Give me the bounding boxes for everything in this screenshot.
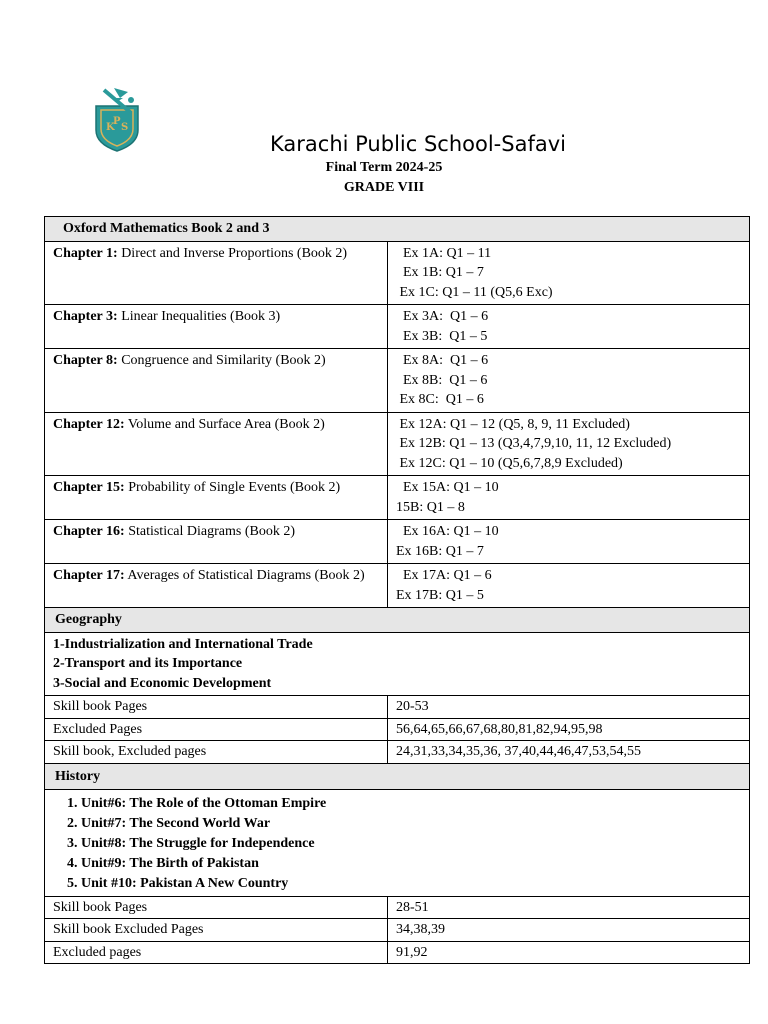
exercise-cell (388, 349, 750, 413)
geography-topic: 1-Industrialization and International Trade (53, 636, 313, 652)
history-unit: 1. Unit#6: The Role of the Ottoman Empire (81, 794, 741, 814)
geography-topics (45, 632, 750, 696)
school-name: Karachi Public School-Safavi (270, 132, 566, 156)
table-row (45, 696, 750, 719)
table-row (45, 919, 750, 942)
exercise-line: Ex 8C: Q1 – 6 (396, 392, 484, 407)
chapter-topic: Statistical Diagrams (Book 2) (124, 524, 295, 539)
chapter-number: Chapter 15: (53, 480, 125, 495)
geography-label: Skill book Pages (45, 696, 388, 719)
exercise-cell (388, 520, 750, 564)
table-row (45, 718, 750, 741)
svg-text:P: P (113, 116, 121, 127)
syllabus-table (44, 216, 750, 964)
history-value: 34,38,39 (388, 919, 750, 942)
chapter-topic: Direct and Inverse Proportions (Book 2) (117, 245, 348, 261)
term-title: Final Term 2024-25 (325, 160, 443, 175)
table-row (45, 741, 750, 764)
chapter-cell (45, 241, 388, 305)
chapter-number: Chapter 8: (53, 353, 118, 368)
chapter-cell (45, 305, 388, 349)
history-section-header: History (45, 763, 750, 789)
chapter-cell (45, 564, 388, 608)
exercise-line: Ex 12B: Q1 – 13 (Q3,4,7,9,10, 11, 12 Excluded) (396, 436, 672, 451)
exercise-line: Ex 1C: Q1 – 11 (Q5,6 Exc) (396, 284, 553, 300)
history-unit: 4. Unit#9: The Birth of Pakistan (81, 854, 741, 874)
geography-value: 20-53 (388, 696, 750, 719)
math-chapter-row (45, 476, 750, 520)
chapter-cell (45, 349, 388, 413)
chapter-cell (45, 476, 388, 520)
chapter-topic: Volume and Surface Area (Book 2) (124, 416, 325, 432)
geography-label: Excluded Pages (45, 718, 388, 741)
math-chapter-row (45, 305, 750, 349)
exercise-line: Ex 1B: Q1 – 7 (396, 265, 484, 280)
chapter-topic: Congruence and Similarity (Book 2) (117, 353, 326, 368)
exercise-cell (388, 564, 750, 608)
geography-topic: 2-Transport and its Importance (53, 656, 243, 671)
geography-topic: 3-Social and Economic Development (53, 675, 272, 691)
exercise-line: Ex 3A: Q1 – 6 (396, 309, 489, 324)
exercise-line: Ex 3B: Q1 – 5 (396, 328, 488, 344)
exercise-line: Ex 8B: Q1 – 6 (396, 372, 488, 388)
exercise-line: Ex 15A: Q1 – 10 (396, 480, 499, 495)
history-label: Skill book Excluded Pages (45, 919, 388, 942)
exercise-line: Ex 12C: Q1 – 10 (Q5,6,7,8,9 Excluded) (396, 455, 623, 471)
history-unit: 3. Unit#8: The Struggle for Independence (81, 834, 741, 854)
chapter-cell (45, 412, 388, 476)
math-chapter-row (45, 349, 750, 413)
chapter-topic: Linear Inequalities (Book 3) (117, 309, 281, 324)
history-unit: 5. Unit #10: Pakistan A New Country (81, 874, 741, 894)
math-chapter-row (45, 241, 750, 305)
math-chapter-row (45, 564, 750, 608)
history-label: Skill book Pages (45, 896, 388, 919)
history-value: 91,92 (388, 941, 750, 964)
geography-label: Skill book, Excluded pages (45, 741, 388, 764)
exercise-line: 15B: Q1 – 8 (396, 499, 465, 515)
history-label: Excluded pages (45, 941, 388, 964)
exercise-line: Ex 8A: Q1 – 6 (396, 353, 489, 368)
history-value: 28-51 (388, 896, 750, 919)
chapter-number: Chapter 16: (53, 524, 125, 539)
exercise-line: Ex 16B: Q1 – 7 (396, 543, 484, 559)
chapter-topic: Probability of Single Events (Book 2) (124, 480, 341, 495)
geography-value: 56,64,65,66,67,68,80,81,82,94,95,98 (388, 718, 750, 741)
chapter-number: Chapter 17: (53, 568, 125, 583)
geography-value: 24,31,33,34,35,36, 37,40,44,46,47,53,54,55 (388, 741, 750, 764)
history-units (45, 789, 750, 896)
chapter-cell (45, 520, 388, 564)
math-chapter-row (45, 520, 750, 564)
geography-section-header: Geography (45, 608, 750, 633)
table-row (45, 896, 750, 919)
grade-title: GRADE VIII (343, 180, 425, 195)
svg-text:K: K (106, 122, 115, 133)
chapter-number: Chapter 1: (53, 245, 118, 261)
chapter-topic: Averages of Statistical Diagrams (Book 2) (124, 568, 365, 583)
math-chapter-row (45, 412, 750, 476)
math-section-header: Oxford Mathematics Book 2 and 3 (45, 217, 750, 242)
exercise-line: Ex 1A: Q1 – 11 (396, 245, 492, 261)
table-row (45, 941, 750, 964)
history-unit: 2. Unit#7: The Second World War (81, 814, 741, 834)
svg-text:S: S (121, 122, 129, 133)
exercise-cell (388, 305, 750, 349)
chapter-number: Chapter 12: (53, 416, 125, 432)
chapter-number: Chapter 3: (53, 309, 118, 324)
exercise-line: Ex 16A: Q1 – 10 (396, 524, 499, 539)
exercise-cell (388, 476, 750, 520)
exercise-line: Ex 12A: Q1 – 12 (Q5, 8, 9, 11 Excluded) (396, 416, 630, 432)
history-unit-list (51, 794, 741, 894)
exercise-cell (388, 412, 750, 476)
exercise-cell (388, 241, 750, 305)
exercise-line: Ex 17B: Q1 – 5 (396, 587, 484, 603)
exercise-line: Ex 17A: Q1 – 6 (396, 568, 492, 583)
